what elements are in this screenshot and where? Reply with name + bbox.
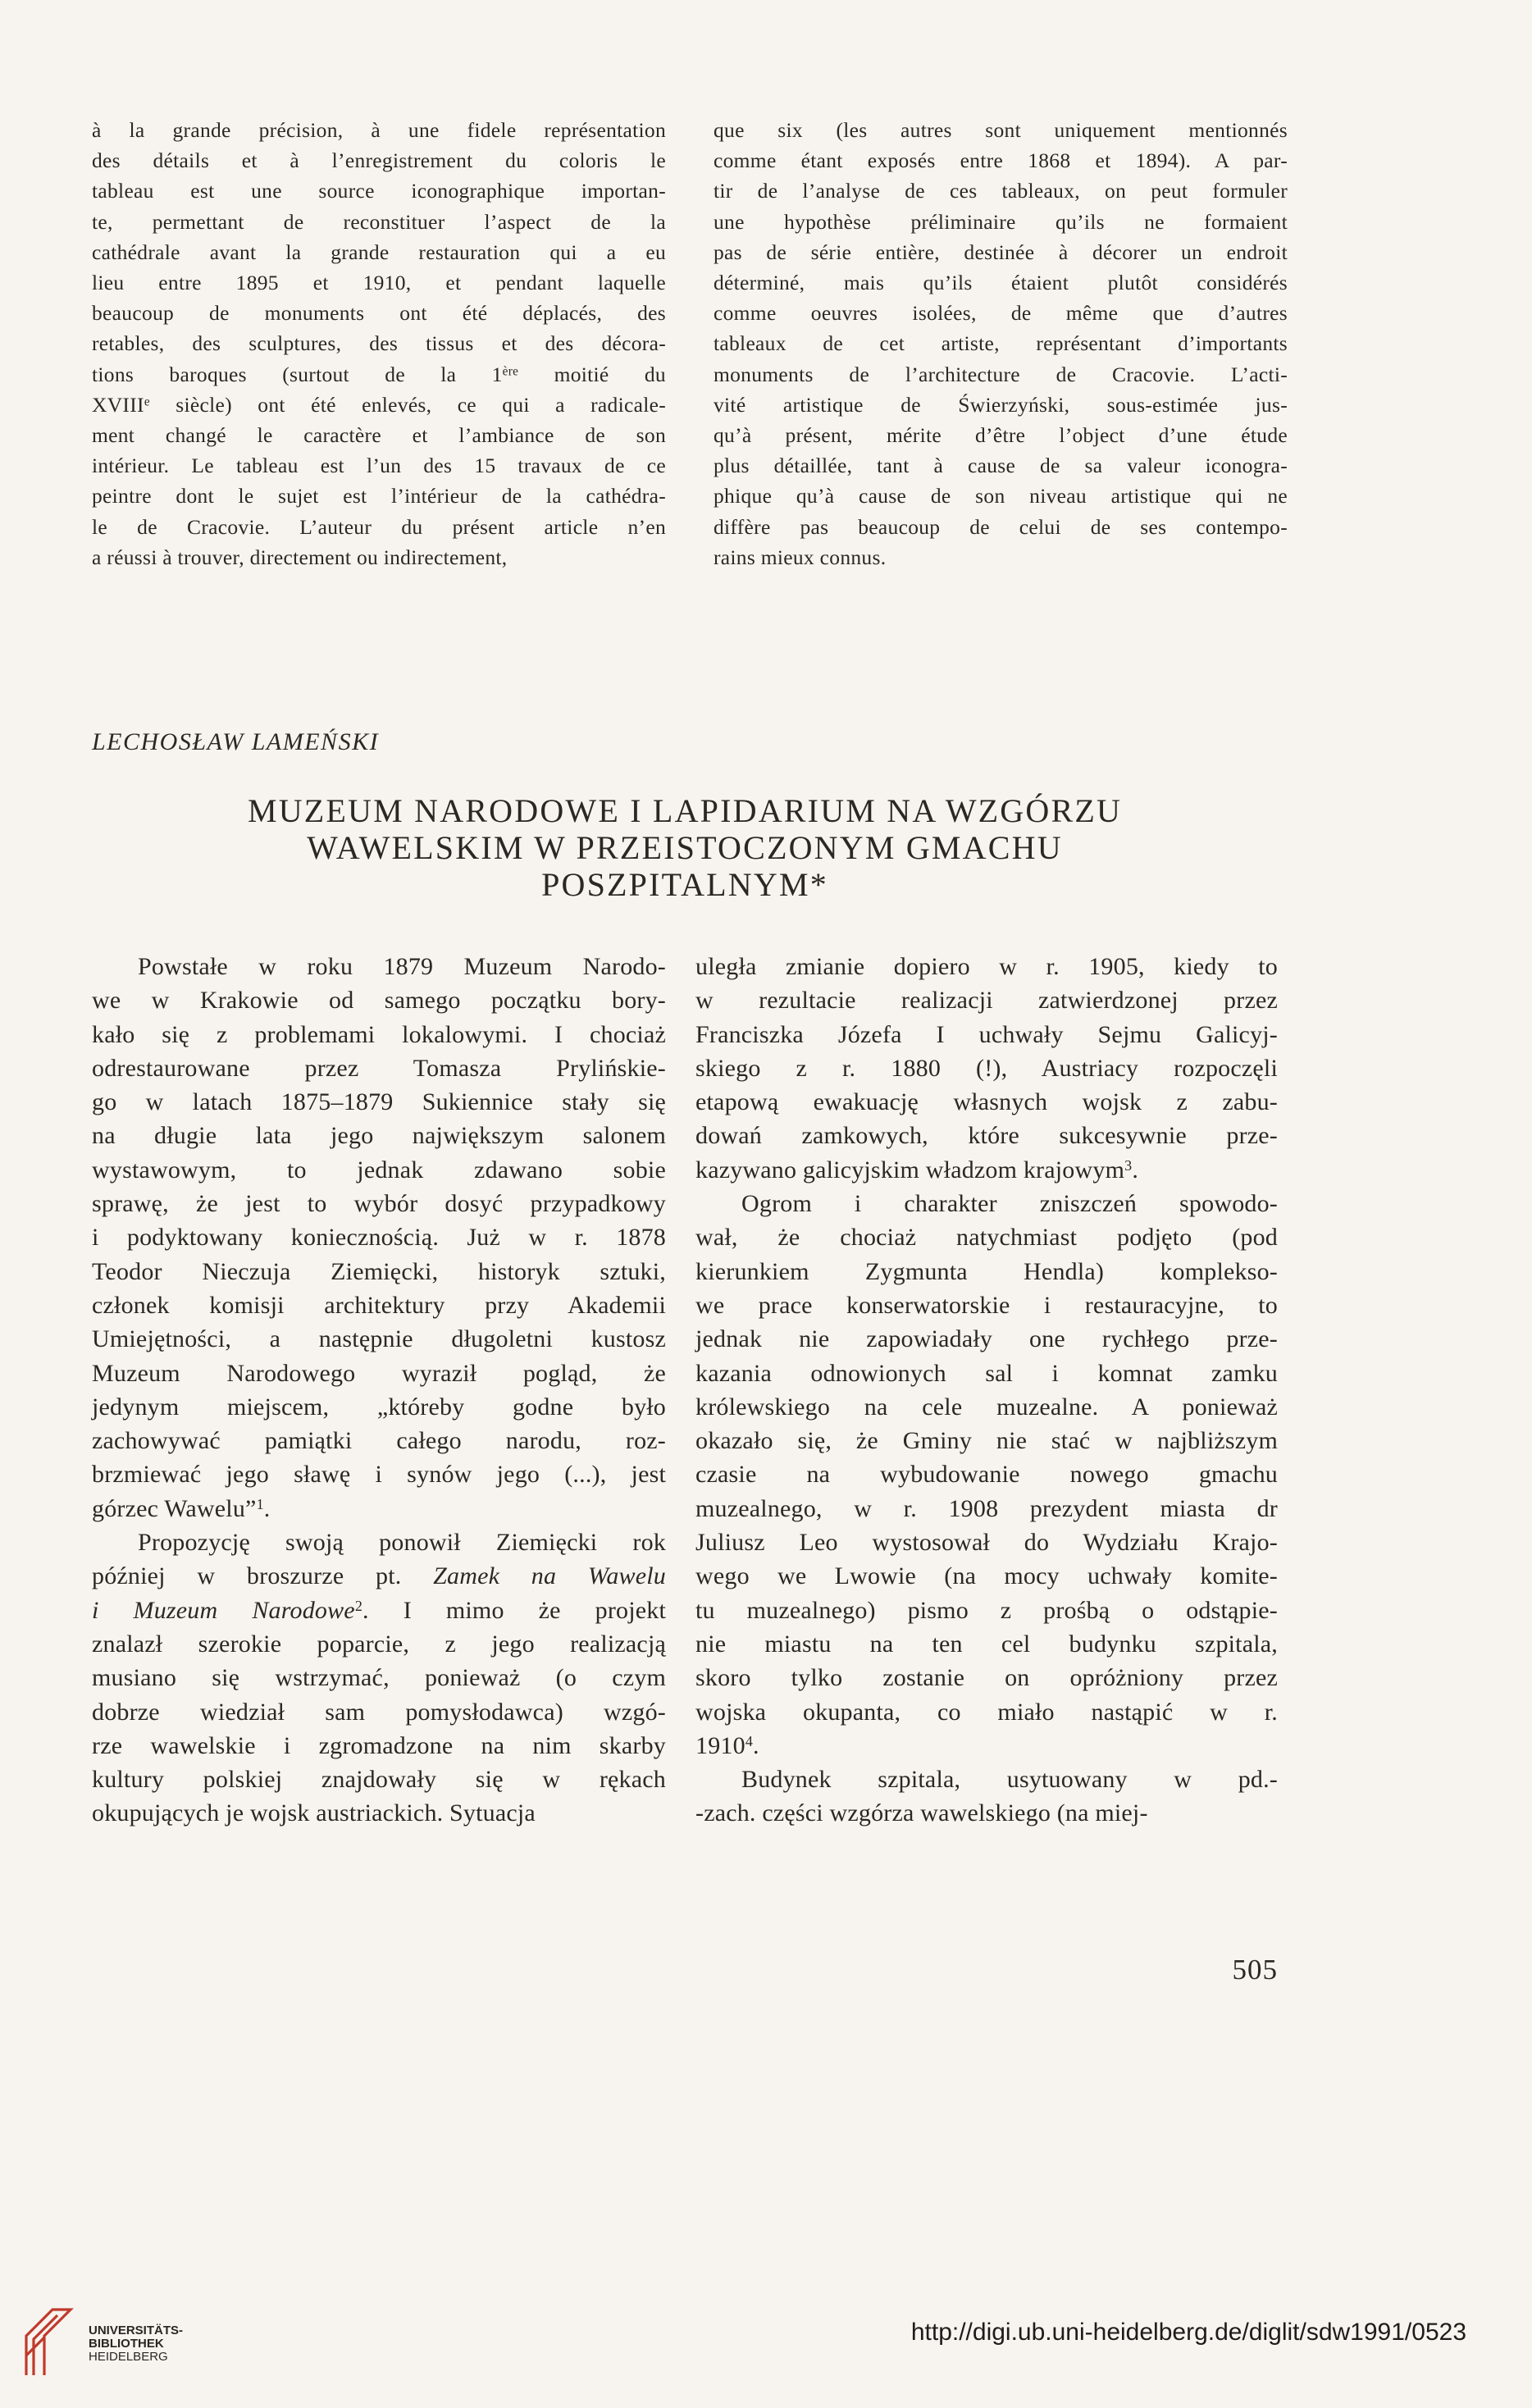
french-summary-right-column — [714, 115, 1288, 572]
article-right-column — [695, 950, 1278, 1831]
text-line: musiano się wstrzymać, ponieważ (o czym — [92, 1664, 666, 1692]
text-line: okazało się, że Gminy nie stać w najbliższym — [695, 1427, 1278, 1455]
text-line: déterminé, mais qu’ils étaient plutôt considérés — [714, 271, 1288, 295]
text-line: 1910$^4$. — [695, 1731, 759, 1759]
text-line: a réussi à trouver, directement ou indirectement, — [92, 545, 508, 569]
library-name-line: HEIDELBERG — [89, 2350, 168, 2364]
text-line: le de Cracovie. L’auteur du présent article n’en — [92, 514, 666, 539]
text-line: dowań zamkowych, które sukcesywnie prze- — [695, 1122, 1278, 1150]
text-line: comme étant exposés entre 1868 et 1894). A par- — [714, 148, 1288, 173]
text-line: rains mieux connus. — [714, 545, 887, 569]
text-line: beaucoup de monuments ont été déplacés, des — [92, 301, 666, 326]
title-line: POSZPITALNYM* — [541, 866, 828, 903]
text-line: górzec Wawelu”$^1$. — [92, 1494, 271, 1522]
text-line: kazywano galicyjskim władzom krajowym$^3$. — [695, 1156, 1139, 1183]
text-line: -zach. części wzgórza wawelskiego (na miej- — [695, 1799, 1148, 1827]
text-line: lieu entre 1895 et 1910, et pendant laquelle — [92, 271, 666, 295]
text-line: Ogrom i charakter zniszczeń spowodo- — [741, 1190, 1278, 1218]
text-line: kało się z problemami lokalowymi. I chociaż — [92, 1020, 666, 1048]
text-line: odrestaurowane przez Tomasza Prylińskie- — [92, 1054, 666, 1082]
text-line: Powstałe w roku 1879 Muzeum Narodo- — [138, 953, 666, 980]
text-line: une hypothèse préliminaire qu’ils ne formaient — [714, 209, 1288, 234]
text-line: Teodor Nieczuja Ziemięcki, historyk sztuki, — [92, 1257, 666, 1285]
text-line: Franciszka Józefa I uchwały Sejmu Galicyj- — [695, 1020, 1278, 1048]
text-line: okupujących je wojsk austriackich. Sytuacja — [92, 1799, 536, 1827]
title-line: MUZEUM NARODOWE I LAPIDARIUM NA WZGÓRZU — [247, 792, 1123, 829]
article-author: LECHOSŁAW LAMEŃSKI — [92, 728, 380, 755]
text-line: jedynym miejscem, „któreby godne było — [92, 1393, 666, 1421]
text-line: go w latach 1875–1879 Sukiennice stały się — [92, 1088, 666, 1116]
text-line: zachowywać pamiątki całego narodu, roz- — [92, 1427, 666, 1455]
text-line: członek komisji architektury przy Akademii — [92, 1291, 666, 1319]
text-line: w rezultacie realizacji zatwierdzonej przez — [695, 987, 1278, 1015]
text-line: tableaux de cet artiste, représentant d’importants — [714, 331, 1288, 356]
text-line: etapową ewakuację własnych wojsk z zabu- — [695, 1088, 1278, 1116]
text-line: Muzeum Narodowego wyraził pogląd, że — [92, 1359, 666, 1387]
text-line: muzealnego, w r. 1908 prezydent miasta dr — [695, 1494, 1278, 1522]
text-line: retables, des sculptures, des tissus et des décora- — [92, 331, 666, 356]
text-line: tions baroques (surtout de la 1ère moitié du — [92, 362, 666, 386]
text-line: kultury polskiej znajdowały się w rękach — [92, 1766, 666, 1794]
text-line: dobrze wiedział sam pomysłodawca) wzgó- — [92, 1698, 666, 1726]
text-line: intérieur. Le tableau est l’un des 15 travaux de ce — [92, 454, 666, 478]
text-line: phique qu’à cause de son niveau artistique qui ne — [714, 484, 1288, 509]
text-line: des détails et à l’enregistrement du coloris le — [92, 148, 666, 173]
text-line: we w Krakowie od samego początku bory- — [92, 987, 666, 1015]
text-line: nie miastu na ten cel budynku szpitala, — [695, 1630, 1278, 1658]
text-line: kierunkiem Zygmunta Hendla) kompleksо- — [695, 1257, 1278, 1285]
text-line: wojska okupanta, co miało nastąpić w r. — [695, 1698, 1278, 1726]
text-line: tableau est une source iconographique importan- — [92, 179, 666, 203]
text-line: vité artistique de Świerzyński, sous-estimée jus- — [714, 392, 1288, 417]
text-line: diffère pas beaucoup de celui de ses contempo- — [714, 514, 1288, 539]
text-line: que six (les autres sont uniquement mentionnés — [714, 118, 1288, 142]
text-line: monuments de l’architecture de Cracovie. L’acti- — [714, 362, 1288, 386]
text-line: sprawę, że jest to wybór dosyć przypadkowy — [92, 1190, 666, 1218]
library-name-line: BIBLIOTHEK — [89, 2337, 164, 2351]
page-number: 505 — [1232, 1954, 1278, 1986]
text-line: królewskiego na cele muzealne. A ponieważ — [695, 1393, 1278, 1421]
text-line: na długie lata jego największym salonem — [92, 1122, 666, 1150]
text-line: Propozycję swoją ponowił Ziemięcki rok — [138, 1529, 666, 1557]
text-line: Umiejętności, a następnie długoletni kustosz — [92, 1325, 666, 1353]
text-line: tir de l’analyse de ces tableaux, on peut formuler — [714, 179, 1288, 203]
text-line: wystawowym, to jednak zdawano sobie — [92, 1156, 666, 1183]
text-line: czasie na wybudowanie nowego gmachu — [695, 1461, 1278, 1489]
text-line: skiego z r. 1880 (!), Austriacy rozpoczęli — [695, 1054, 1278, 1082]
source-url-link[interactable]: http://digi.ub.uni-heidelberg.de/diglit/sdw1991/0523 — [910, 2319, 1466, 2346]
library-name-line: UNIVERSITÄTS- — [89, 2324, 184, 2337]
text-line: brzmiewać jego sławę i synów jego (...), jest — [92, 1461, 666, 1489]
text-line: te, permettant de reconstituer l’aspect de la — [92, 209, 666, 234]
title-line: WAWELSKIM W PRZEISTOCZONYM GMACHU — [307, 829, 1063, 866]
text-line: XVIIIe siècle) ont été enlevés, ce qui a radicale- — [92, 392, 666, 417]
text-line: cathédrale avant la grande restauration qui a eu — [92, 239, 666, 264]
text-line: i Muzeum Narodowe$^2$. I mimo że projekt — [92, 1596, 667, 1624]
text-line: peintre dont le sujet est l’intérieur de la cathédra- — [92, 484, 666, 509]
text-line: ment changé le caractère et l’ambiance de son — [92, 423, 666, 448]
text-line: jednak nie zapowiadały one rychłego prze- — [695, 1325, 1278, 1353]
text-line: tu muzealnego) pismo z prośbą o odstąpie- — [695, 1596, 1278, 1624]
library-logo-icon — [20, 2303, 77, 2382]
text-line: we prace konserwatorskie i restauracyjne, to — [695, 1291, 1278, 1319]
text-line: qu’à présent, mérite d’être l’object d’une étude — [714, 423, 1288, 448]
text-line: i podyktowany koniecznością. Już w r. 1878 — [92, 1224, 666, 1252]
article-title — [92, 792, 1278, 903]
french-summary-left-column — [92, 115, 666, 572]
text-line: uległa zmianie dopiero w r. 1905, kiedy to — [695, 953, 1278, 980]
text-line: znalazł szerokie poparcie, z jego realizacją — [92, 1630, 666, 1658]
text-line: wał, że chociaż natychmiast podjęto (pod — [695, 1224, 1278, 1252]
text-line: wego we Lwowie (na mocy uchwały komite- — [695, 1562, 1278, 1590]
text-line: skoro tylko zostanie on opróżniony przez — [695, 1664, 1278, 1692]
text-line: rze wawelskie i zgromadzone na nim skarby — [92, 1731, 666, 1759]
text-line: Juliusz Leo wystosował do Wydziału Krajo- — [695, 1529, 1278, 1557]
article-left-column — [92, 950, 666, 1831]
text-line: plus détaillée, tant à cause de sa valeur iconogra- — [714, 454, 1288, 478]
library-name — [89, 2324, 183, 2364]
text-line: pas de série entière, destinée à décorer un endroit — [714, 239, 1288, 264]
text-line: Budynek szpitala, usytuowany w pd.- — [741, 1766, 1278, 1794]
text-line: kazania odnowionych sal i komnat zamku — [695, 1359, 1278, 1387]
text-line: à la grande précision, à une fidele représentation — [92, 118, 666, 142]
text-line: comme oeuvres isolées, de même que d’autres — [714, 301, 1288, 326]
text-line: później w broszurze pt. Zamek na Wawelu — [92, 1562, 666, 1590]
